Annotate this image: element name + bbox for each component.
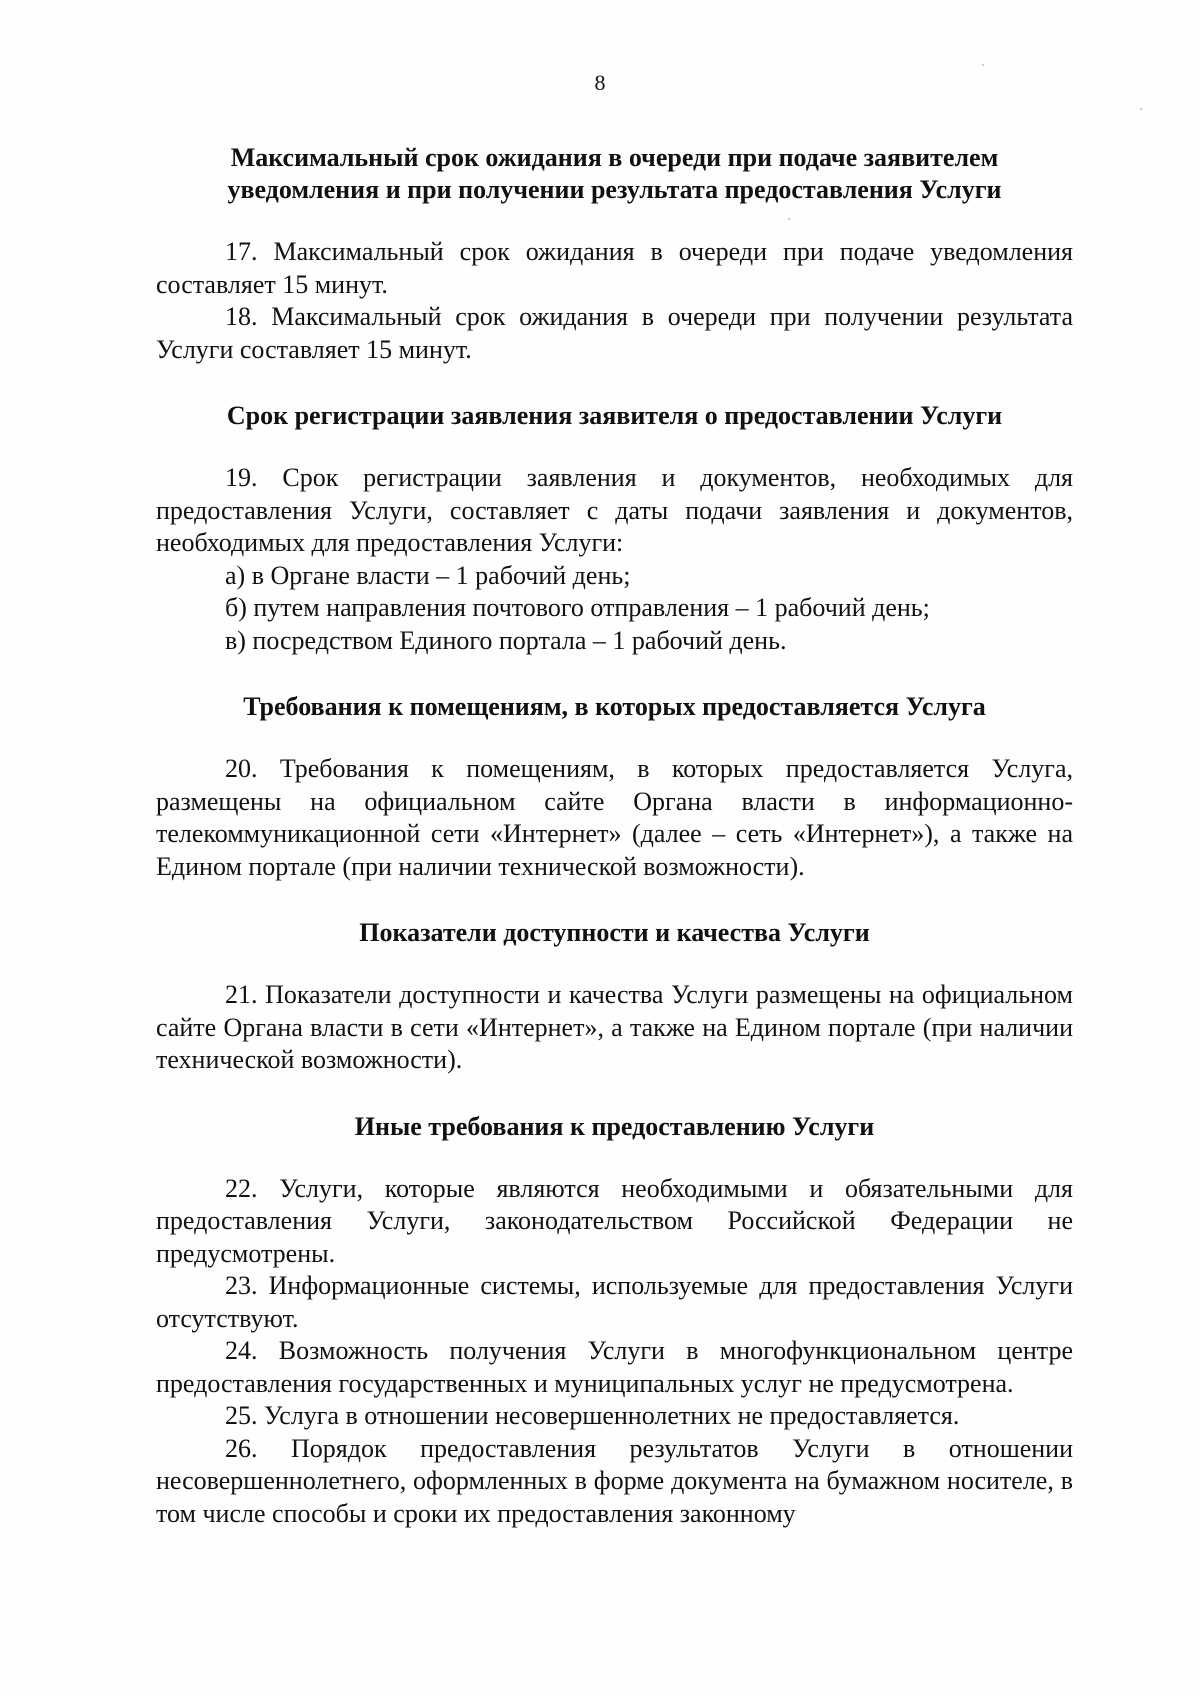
section-heading-accessibility: Показатели доступности и качества Услуги bbox=[359, 918, 870, 947]
paragraph-23: 23. Информационные системы, используемые для предоставления Услуги отсутствуют. bbox=[156, 1271, 1073, 1333]
list-item-b: б) путем направления почтового отправления – 1 рабочий день; bbox=[225, 593, 930, 622]
document-body bbox=[156, 142, 1073, 1530]
paragraph-20: 20. Требования к помещениям, в которых предоставляется Услуга, размещены на официальном сайте Органа власти в информационно-телекоммуникационной сети «Интернет» (далее – сеть «Интернет»), а также на Едином портале (при наличии технической возможности). bbox=[156, 754, 1073, 881]
section-heading-other-requirements: Иные требования к предоставлению Услуги bbox=[354, 1111, 875, 1141]
scan-artifact bbox=[982, 64, 984, 66]
scan-artifact bbox=[1140, 108, 1142, 110]
paragraph-22: 22. Услуги, которые являются необходимыми и обязательными для предоставления Услуги, законодательством Российской Федерации не предусмотрены. bbox=[156, 1173, 1073, 1268]
list-item-a: а) в Органе власти – 1 рабочий день; bbox=[225, 560, 631, 590]
list-item-c: в) посредством Единого портала – 1 рабочий день. bbox=[225, 625, 787, 655]
paragraph-17: 17. Максимальный срок ожидания в очереди при подаче уведомления составляет 15 минут. bbox=[156, 237, 1073, 299]
paragraph-21: 21. Показатели доступности и качества Услуги размещены на официальном сайте Органа власти в сети «Интернет», а также на Едином портале (при наличии технической возможности). bbox=[156, 980, 1073, 1074]
paragraph-26: 26. Порядок предоставления результатов Услуги в отношении несовершеннолетнего, оформленных в форме документа на бумажном носителе, в том числе способы и сроки их предоставления законному bbox=[156, 1433, 1073, 1528]
section-heading-premises: Требования к помещениям, в которых предоставляется Услуга bbox=[243, 692, 986, 721]
paragraph-19: 19. Срок регистрации заявления и документов, необходимых для предоставления Услуги, составляет с даты подачи заявления и документов, необходимых для предоставления Услуги: bbox=[156, 463, 1073, 557]
paragraph-24: 24. Возможность получения Услуги в многофункциональном центре предоставления государственных и муниципальных услуг не предусмотрена. bbox=[156, 1336, 1073, 1398]
section-heading-queue-time: Максимальный срок ожидания в очереди при подаче заявителем уведомления и при получении результата предоставления Услуги bbox=[227, 143, 1002, 204]
paragraph-18: 18. Максимальный срок ожидания в очереди при получении результата Услуги составляет 15 минут. bbox=[156, 302, 1073, 364]
paragraph-25: 25. Услуга в отношении несовершеннолетних не предоставляется. bbox=[225, 1401, 960, 1430]
section-heading-registration-term: Срок регистрации заявления заявителя о предоставлении Услуги bbox=[226, 401, 1003, 430]
page-number: 8 bbox=[594, 70, 606, 95]
